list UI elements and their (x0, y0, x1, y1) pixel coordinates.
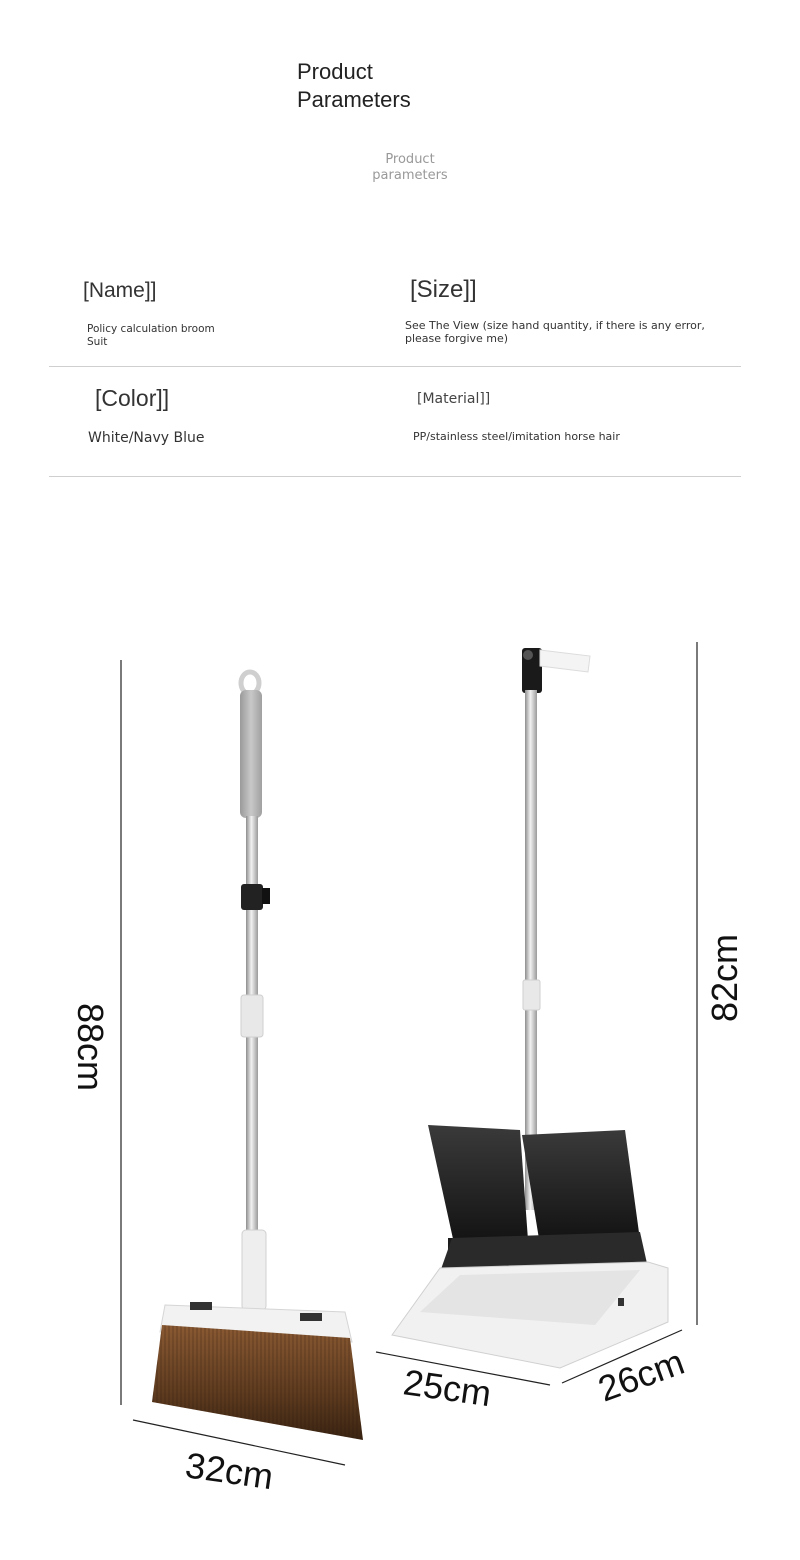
broom (152, 672, 363, 1440)
page-title (297, 58, 411, 114)
name-label: [Name]] (83, 279, 157, 302)
broom-height-label: 88cm (70, 1003, 111, 1092)
size-value-line-1: See The View (size hand quantity, if there is any error, (405, 319, 705, 332)
table-divider-2 (49, 476, 741, 477)
subtitle-line-1: Product (385, 152, 435, 167)
product-illustration (0, 590, 800, 1560)
name-value-line-2: Suit (87, 336, 108, 348)
name-value (87, 323, 215, 349)
title-line-2: Parameters (297, 87, 411, 112)
material-label: [Material]] (417, 391, 491, 407)
name-value-line-1: Policy calculation broom (87, 323, 215, 335)
material-value: PP/stainless steel/imitation horse hair (413, 430, 620, 443)
broom-width-label: 32cm (182, 1444, 276, 1498)
dustpan-width-label: 25cm (400, 1361, 494, 1415)
size-value (405, 319, 705, 345)
dustpan (392, 648, 668, 1368)
table-divider-1 (49, 366, 741, 367)
page-subtitle (360, 152, 460, 184)
size-value-line-2: please forgive me) (405, 332, 509, 345)
size-label: [Size]] (410, 276, 477, 303)
color-label: [Color]] (95, 385, 170, 411)
color-value: White/Navy Blue (88, 430, 205, 446)
dustpan-depth-label: 26cm (592, 1340, 690, 1410)
subtitle-line-2: parameters (372, 168, 448, 183)
title-line-1: Product (297, 59, 373, 84)
dustpan-height-label: 82cm (704, 933, 745, 1022)
